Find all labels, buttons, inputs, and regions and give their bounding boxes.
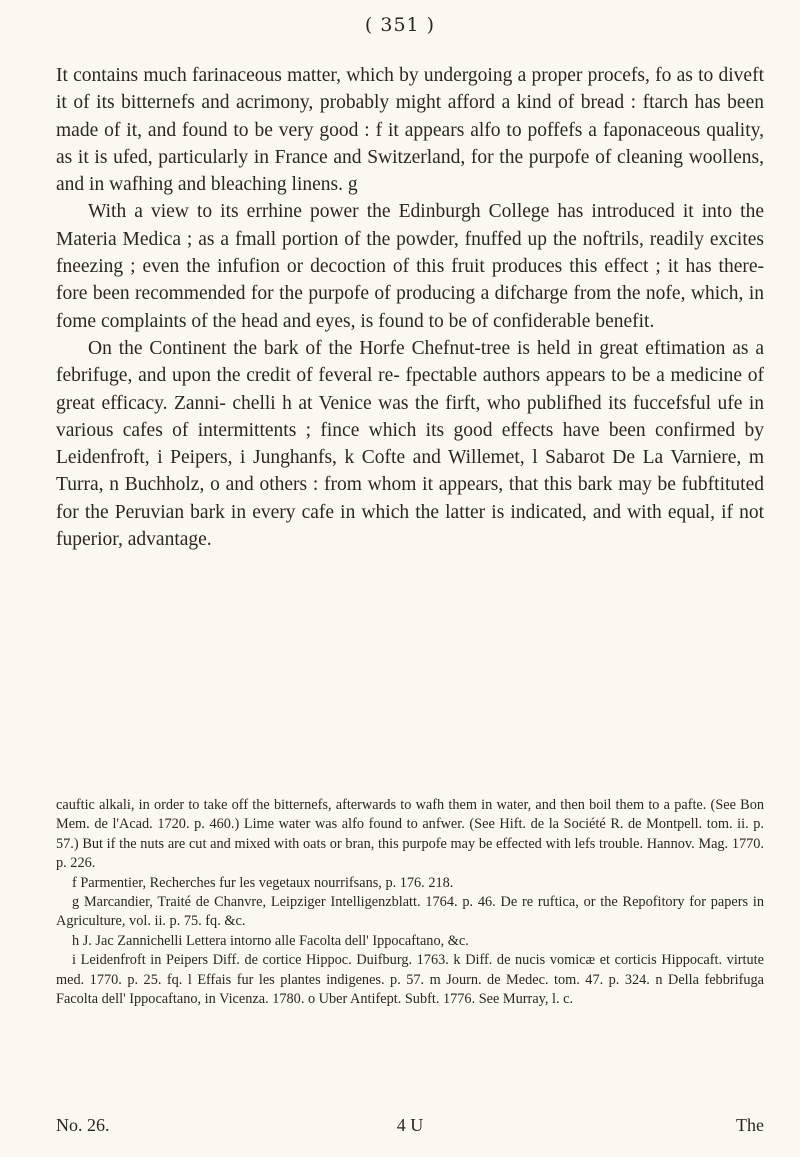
footnote: f Parmentier, Recherches fur les vegetaux nourrifsans, p. 176. 218.: [72, 874, 454, 891]
page-number: ( 351 ): [364, 14, 436, 36]
footnote: g Marcandier, Traité de Chanvre, Leipziger Intelligenzblatt. 1764. p. 46. De re ruftica, or the Repofitory for papers in Agriculture, vol. ii. p. 75. fq. &c.: [56, 894, 764, 930]
paragraph: With a view to its errhine power the Edinburgh College has introduced it into the Materia Medica ; as a fmall portion of the powder, fnuffed up the noftrils, readily excites fneezing ; even the infufion or decoction of this fruit produces this effect ; it has there- fore been recommended for the purpofe of producing a difcharge from the nofe, which, in fome complaints of the head and eyes, is found to be of confiderable benefit.: [56, 201, 764, 332]
paragraph: It contains much farinaceous matter, which by undergoing a proper procefs, fo as to diveft it of its bitternefs and acrimony, probably might afford a kind of bread : ftarch has been made of it, and found to be very good : f it appears alfo to poffefs a faponaceous quality, as it is ufed, particularly in France and Switzerland, for the purpofe of cleaning woollens, and in wafhing and bleaching linens. g: [56, 65, 764, 196]
page-footer: [56, 1115, 764, 1141]
paragraph: On the Continent the bark of the Horfe Chefnut-tree is held in great eftimation as a febrifuge, and upon the credit of feveral re- fpectable authors appears to be a medicine of great efficacy. Zanni- chelli h at Venice was the firft, who publifhed its fuccefsful ufe in various cafes of intermittents ; fince which its good effects have been confirmed by Leidenfroft, i Peipers, i Junghanfs, k Cofte and Willemet, l Sabarot De La Varniere, m Turra, n Buchholz, o and others : from whom it appears, that this bark may be fubftituted for the Peruvian bark in every cafe in which the latter is indicated, and with equal, if not fuperior, advantage.: [56, 337, 764, 551]
footnote: i Leidenfroft in Peipers Diff. de cortice Hippoc. Duifburg. 1763. k Diff. de nucis vomicæ et corticis Hippocaft. virtute med. 1770. p. 25. fq. l Effais fur les plantes indigenes. p. 57. m Journ. de Medec. tom. 47. p. 324. n Della febbrifuga Facolta dell' Ippocaftano, in Vicenza. 1780. o Uber Antifept. Subft. 1776. See Murray, l. c.: [56, 952, 764, 1008]
signature-mark: No. 26.: [56, 1115, 110, 1135]
main-text: [56, 62, 764, 553]
footnote: cauftic alkali, in order to take off the bitternefs, afterwards to wafh them in water, and then boil them to a pafte. (See Bon Mem. de l'Acad. 1720. p. 460.) Lime water was alfo found to anfwer. (See Hift. de la Société R. de Montpell. tom. ii. p. 57.) But if the nuts are cut and mixed with oats or bran, this purpofe may be effected with lefs trouble. Hannov. Mag. 1770. p. 226.: [56, 797, 764, 872]
catchword: The: [736, 1115, 764, 1135]
gathering-mark: 4 U: [396, 1115, 424, 1135]
footnote: h J. Jac Zannichelli Lettera intorno alle Facolta dell' Ippocaftano, &c.: [72, 932, 469, 949]
footnotes: [56, 796, 764, 1009]
